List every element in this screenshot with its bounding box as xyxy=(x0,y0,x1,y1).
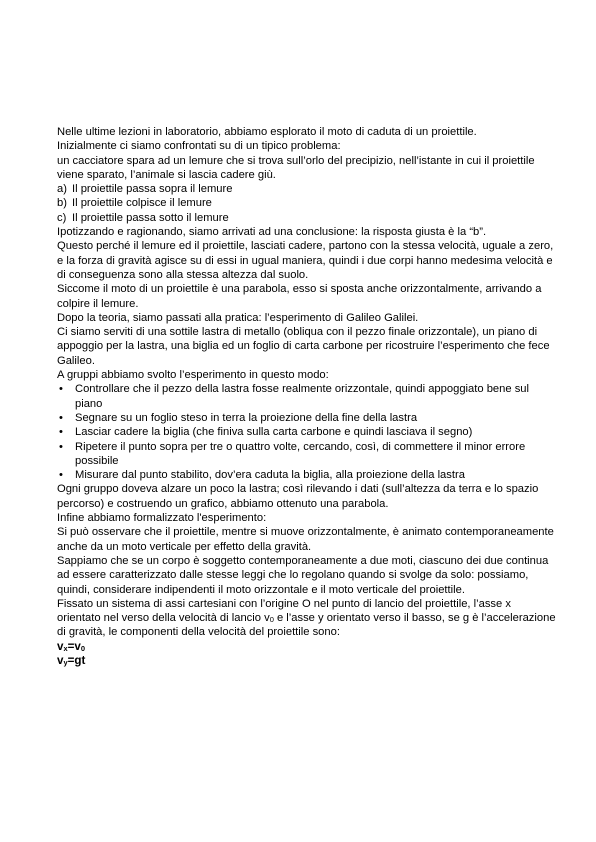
body-paragraph: Questo perché il lemure ed il proiettile, lasciati cadere, partono con la stessa velocità, uguale a zero, e la forza di gravità agisce su di essi in ugual maniera, quindi i due corpi hanno medesima velocità e di conseguenza sono alla stessa altezza dal suolo. xyxy=(57,240,554,281)
option-text: Il proiettile colpisce il lemure xyxy=(72,197,212,210)
answer-options-list xyxy=(57,182,556,225)
body-paragraph: A gruppi abbiamo svolto l’esperimento in questo modo: xyxy=(57,369,329,382)
body-paragraph: Ogni gruppo doveva alzare un poco la lastra; così rilevando i dati (sull’altezza da terra e lo spazio percorso) e costruendo un grafico, abbiamo ottenuto una parabola. xyxy=(57,483,539,510)
option-marker: c) xyxy=(57,211,67,224)
option-text: Il proiettile passa sopra il lemure xyxy=(72,183,233,196)
problem-statement: un cacciatore spara ad un lemure che si trova sull’orlo del precipizio, nell’istante in cui il proiettile viene sparato, l’animale si lascia cadere giù. xyxy=(57,154,535,181)
procedure-step xyxy=(57,440,556,469)
answer-option xyxy=(57,182,556,196)
step-text: Controllare che il pezzo della lastra fosse realmente orizzontale, quindi appoggiato bene sul piano xyxy=(75,383,529,410)
bullet-icon: • xyxy=(59,440,63,453)
procedure-step xyxy=(57,411,556,425)
bullet-icon: • xyxy=(59,411,63,424)
procedure-step xyxy=(57,382,556,411)
answer-option xyxy=(57,211,556,225)
option-marker: a) xyxy=(57,183,67,196)
procedure-step xyxy=(57,468,556,482)
body-paragraph: Dopo la teoria, siamo passati alla pratica: l’esperimento di Galileo Galilei. xyxy=(57,311,419,324)
option-text: Il proiettile passa sotto il lemure xyxy=(72,211,229,224)
body-paragraph: Infine abbiamo formalizzato l'esperimento: xyxy=(57,512,267,525)
step-text: Misurare dal punto stabilito, dov’era caduta la biglia, alla proiezione della lastra xyxy=(75,469,465,482)
procedure-step xyxy=(57,425,556,439)
body-paragraph: Sappiamo che se un corpo è soggetto contemporaneamente a due moti, ciascuno dei due continua ad essere caratterizzato dalle stesse leggi che lo regolano quando si svolge da solo: possiamo, quindi, considerare indipendenti il moto orizzontale e il moto verticale del proiettile. xyxy=(57,554,549,596)
formula-vy: $v_y=gt$ xyxy=(57,653,86,667)
body-paragraph: Ipotizzando e ragionando, siamo arrivati ad una conclusione: la risposta giusta è la “b”. xyxy=(57,226,487,239)
intro-paragraph: Nelle ultime lezioni in laboratorio, abbiamo esplorato il moto di caduta di un proiettile. xyxy=(57,126,477,138)
option-marker: b) xyxy=(57,197,67,210)
answer-option xyxy=(57,196,556,210)
procedure-steps-list xyxy=(57,382,556,482)
step-text: Ripetere il punto sopra per tre o quattro volte, cercando, così, di commettere il minor errore possibile xyxy=(75,440,526,467)
body-paragraph: Ci siamo serviti di una sottile lastra di metallo (obliqua con il pezzo finale orizzontale), un piano di appoggio per la lastra, una biglia ed un foglio di carta carbone per ricostruire l’esperimento che fece Galileo. xyxy=(57,326,550,367)
axes-paragraph: Fissato un sistema di assi cartesiani con l’origine O nel punto di lancio del proiettile, l’asse x orientato nel verso della velocità di lancio $v_0$ e l’asse y orientato verso il basso, se g è l’accelerazione di gravità, le componenti della velocità del proiettile sono: xyxy=(57,597,556,639)
step-text: Segnare su un foglio steso in terra la proiezione della fine della lastra xyxy=(75,411,418,424)
formula-vx: $v_x=v_0$ xyxy=(57,639,86,653)
bullet-icon: • xyxy=(59,469,63,482)
intro-paragraph: Inizialmente ci siamo confrontati su di un tipico problema: xyxy=(57,140,341,153)
body-paragraph: Si può osservare che il proiettile, mentre si muove orizzontalmente, è animato contemporaneamente anche da un moto verticale per effetto della gravità. xyxy=(57,526,554,553)
bullet-icon: • xyxy=(59,383,63,396)
step-text: Lasciar cadere la biglia (che finiva sulla carta carbone e quindi lasciava il segno) xyxy=(75,426,473,439)
bullet-icon: • xyxy=(59,426,63,439)
body-paragraph: Siccome il moto di un proiettile è una parabola, esso si sposta anche orizzontalmente, arrivando a colpire il lemure. xyxy=(57,283,542,310)
